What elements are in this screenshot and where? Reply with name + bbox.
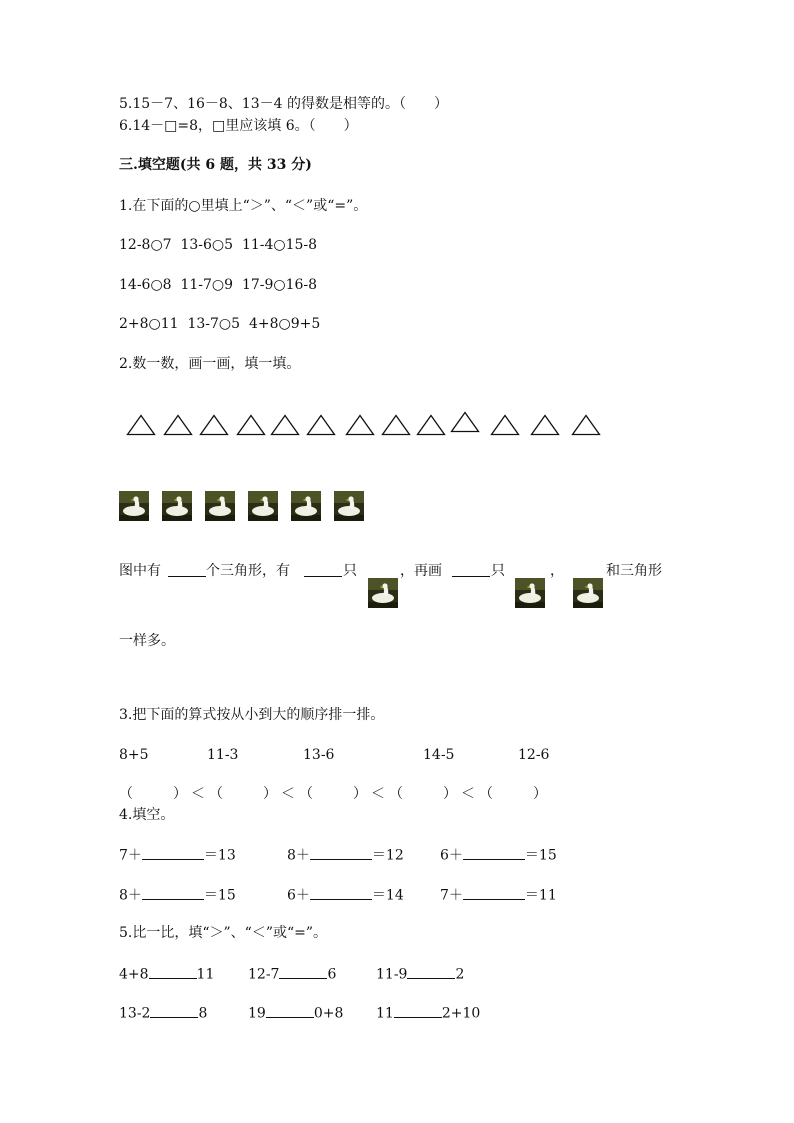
q5-comparison: [376, 1004, 480, 1022]
q2-text-line2: 一样多。: [119, 633, 175, 649]
q4-right: ＝15: [524, 847, 557, 864]
q3-expr-5: 12-6: [518, 747, 550, 763]
q2-text-6: ，: [550, 563, 564, 579]
q4-blank[interactable]: [310, 886, 372, 900]
q2-text-3: 只: [343, 563, 357, 579]
q5-left: 4+8: [119, 966, 149, 983]
triangle-shape: [416, 414, 446, 436]
q3-expr-2: 11-3: [207, 747, 239, 763]
duck-picture: [205, 491, 235, 521]
q5-blank[interactable]: [279, 965, 327, 979]
q3-expr-4: 14-5: [423, 747, 455, 763]
tf-question-5: 5.15－7、16－8、13－4 的得数是相等的。（ ）: [119, 96, 448, 112]
duck-picture: [291, 491, 321, 521]
q5-blank[interactable]: [394, 1004, 442, 1018]
q5-left: 11: [376, 1005, 394, 1022]
triangle-shape: [345, 414, 375, 436]
duck-picture: [248, 491, 278, 521]
q4-equation: [119, 886, 236, 904]
q5-right: 0+8: [313, 1005, 344, 1022]
q5-prompt: 5.比一比，填“＞”、“＜”或“=”。: [119, 925, 328, 941]
q5-blank[interactable]: [149, 965, 197, 979]
q5-right: 2: [455, 966, 465, 983]
q2-blank-3[interactable]: [452, 563, 490, 577]
triangle-shape: [450, 411, 480, 433]
q5-blank[interactable]: [407, 965, 455, 979]
triangle-shape: [199, 414, 229, 436]
q4-left: 8＋: [119, 887, 142, 904]
triangle-shape: [530, 414, 560, 436]
q2-text-7: 和三角形: [606, 563, 662, 579]
q4-right: ＝13: [203, 847, 236, 864]
q3-expr-1: 8+5: [119, 747, 149, 763]
q4-left: 6＋: [287, 887, 310, 904]
q4-blank[interactable]: [310, 846, 372, 860]
q4-equation: [440, 886, 557, 904]
q1-prompt: 1.在下面的○里填上“＞”、“＜”或“=”。: [119, 198, 368, 214]
q4-blank[interactable]: [142, 886, 204, 900]
triangle-shape: [126, 414, 156, 436]
q3-expr-3: 13-6: [303, 747, 335, 763]
q5-left: 12-7: [248, 966, 280, 983]
q2-text-1: 图中有: [119, 563, 161, 579]
q4-left: 6＋: [440, 847, 463, 864]
q5-right: 8: [198, 1005, 208, 1022]
duck-picture: [515, 578, 545, 608]
triangle-shape: [381, 414, 411, 436]
duck-picture: [334, 491, 364, 521]
q4-left: 7＋: [119, 847, 142, 864]
section-title: 三.填空题(共 6 题，共 33 分): [119, 157, 312, 173]
q2-text-5: 只: [491, 563, 505, 579]
tf-question-6: 6.14－□=8，□里应该填 6。（ ）: [119, 118, 358, 134]
triangle-shape: [490, 414, 520, 436]
q3-order-line: （ ）＜（ ）＜（ ）＜（ ）＜（ ）: [119, 786, 551, 802]
q4-left: 7＋: [440, 887, 463, 904]
triangle-shape: [571, 414, 601, 436]
q5-left: 19: [248, 1005, 266, 1022]
q5-left: 11-9: [376, 966, 408, 983]
q5-left: 13-2: [119, 1005, 151, 1022]
triangle-shape: [236, 414, 266, 436]
q5-right: 2+10: [441, 1005, 481, 1022]
q5-comparison: [248, 1004, 343, 1022]
q5-blank[interactable]: [150, 1004, 198, 1018]
q2-text-2: 个三角形，有: [206, 563, 290, 579]
q2-prompt: 2.数一数，画一画，填一填。: [119, 356, 301, 372]
triangle-shape: [163, 414, 193, 436]
q5-blank[interactable]: [266, 1004, 314, 1018]
duck-picture: [162, 491, 192, 521]
duck-picture: [368, 578, 398, 608]
q5-right: 6: [327, 966, 337, 983]
q4-blank[interactable]: [463, 886, 525, 900]
q4-blank[interactable]: [142, 846, 204, 860]
q5-right: 11: [196, 966, 215, 983]
q5-comparison: [248, 965, 336, 983]
q2-text-4: ，再画: [400, 563, 442, 579]
triangle-shape: [306, 414, 336, 436]
q4-equation: [440, 846, 557, 864]
duck-picture: [119, 491, 149, 521]
q1-row-1: 12-8○7 13-6○5 11-4○15-8: [119, 237, 318, 253]
q4-equation: [119, 846, 236, 864]
q4-equation: [287, 886, 404, 904]
q2-blank-1[interactable]: [168, 563, 206, 577]
q1-row-2: 14-6○8 11-7○9 17-9○16-8: [119, 277, 318, 293]
q4-right: ＝11: [524, 887, 557, 904]
q3-prompt: 3.把下面的算式按从小到大的顺序排一排。: [119, 707, 385, 723]
q4-left: 8＋: [287, 847, 310, 864]
duck-picture: [573, 578, 603, 608]
q4-blank[interactable]: [463, 846, 525, 860]
q4-prompt: 4.填空。: [119, 807, 175, 823]
q4-equation: [287, 846, 404, 864]
q1-row-3: 2+8○11 13-7○5 4+8○9+5: [119, 316, 321, 332]
q4-right: ＝14: [371, 887, 404, 904]
q4-right: ＝15: [203, 887, 236, 904]
q5-comparison: [119, 1004, 207, 1022]
q5-comparison: [376, 965, 464, 983]
triangle-shape: [270, 414, 300, 436]
q2-blank-2[interactable]: [304, 563, 342, 577]
q5-comparison: [119, 965, 214, 983]
q4-right: ＝12: [371, 847, 404, 864]
